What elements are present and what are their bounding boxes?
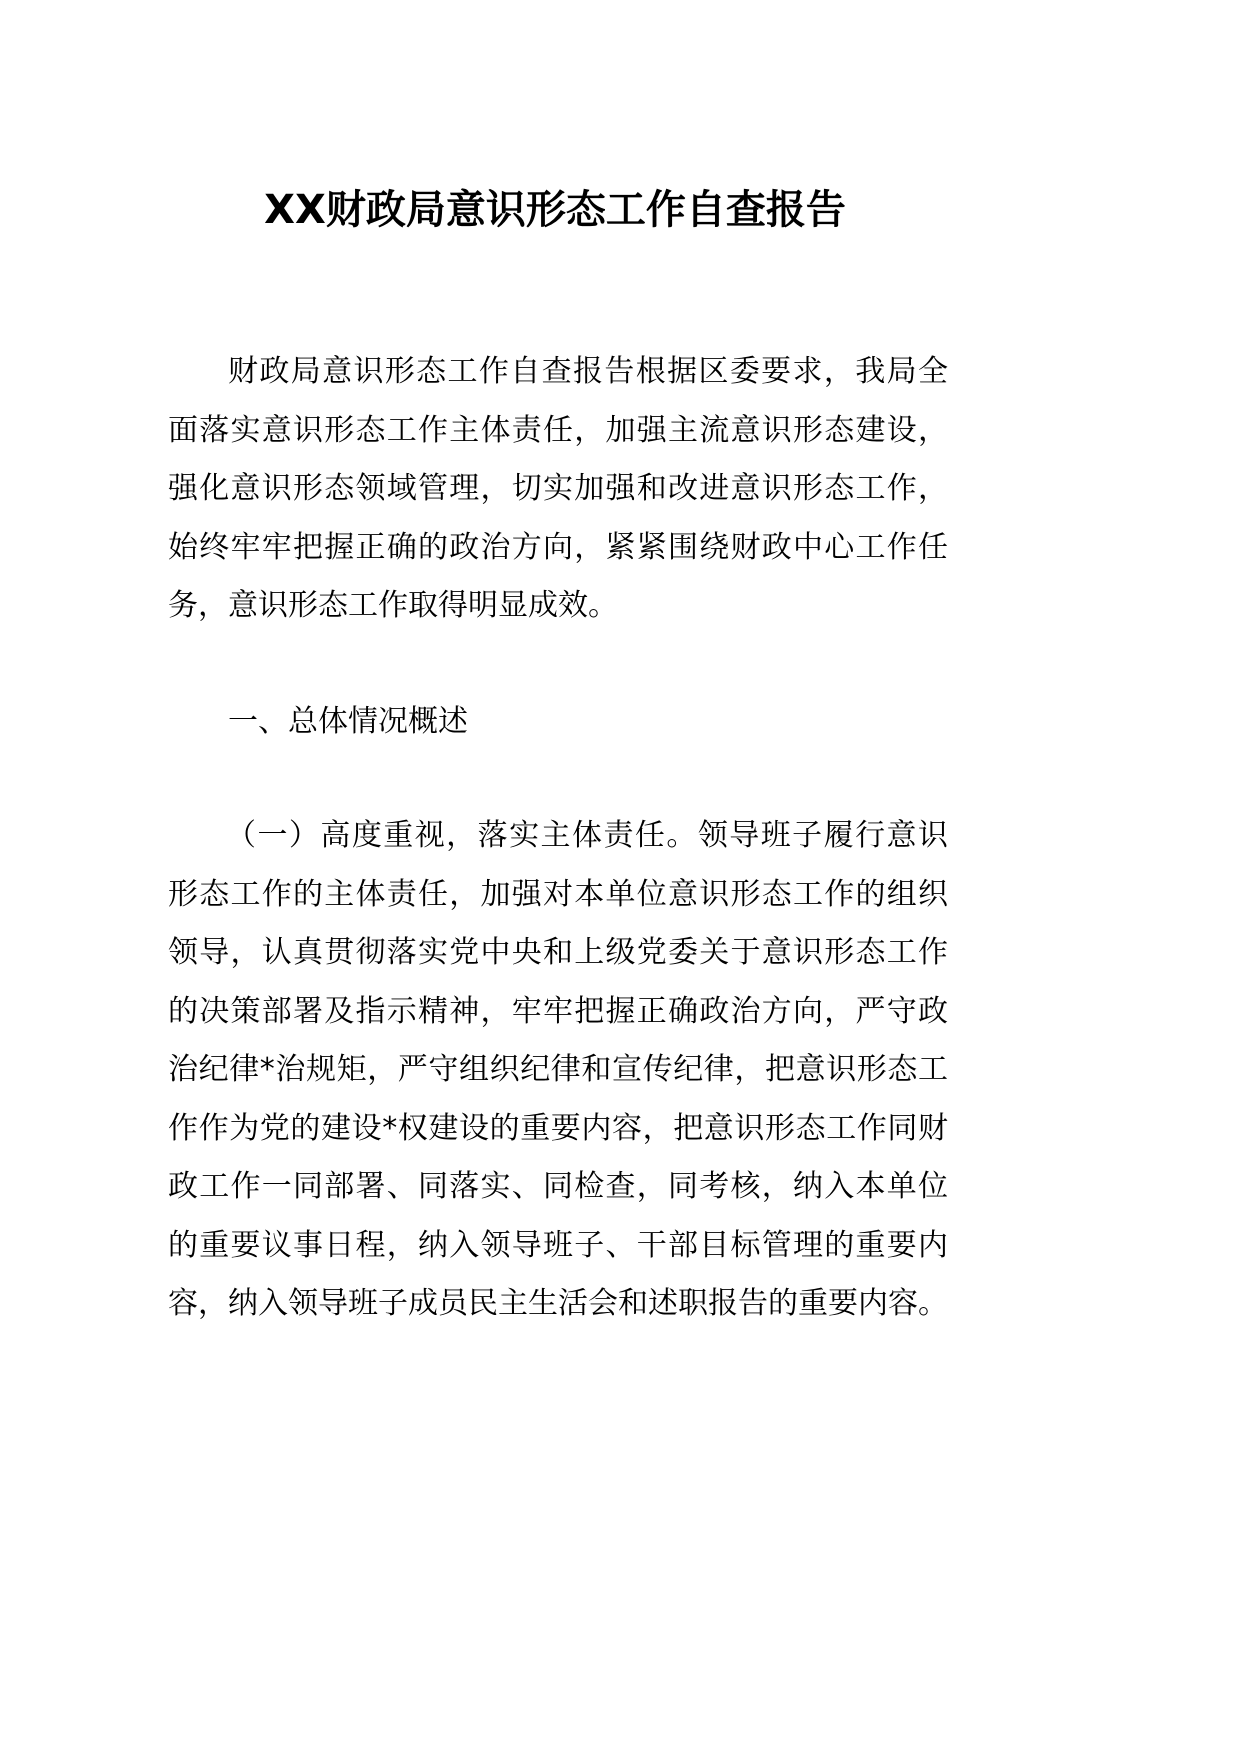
paragraph-line: 容，纳入领导班子成员民主生活会和述职报告的重要内容。 <box>168 1286 948 1321</box>
paragraph-line: 强化意识形态领域管理，切实加强和改进意识形态工作， <box>168 471 948 506</box>
section-heading: 一、总体情况概述 <box>228 704 468 739</box>
paragraph-line: 政工作一同部署、同落实、同检查，同考核，纳入本单位 <box>168 1169 948 1204</box>
paragraph-line: 形态工作的主体责任，加强对本单位意识形态工作的组织 <box>168 876 948 912</box>
paragraph-line: 面落实意识形态工作主体责任，加强主流意识形态建设， <box>168 412 948 448</box>
paragraph-line: （一）高度重视，落实主体责任。领导班子履行意识 <box>226 818 948 853</box>
paragraph-line: 的决策部署及指示精神，牢牢把握正确政治方向，严守政 <box>168 993 948 1029</box>
paragraph-line: 始终牢牢把握正确的政治方向，紧紧围绕财政中心工作任 <box>168 529 948 565</box>
paragraph-line: 务，意识形态工作取得明显成效。 <box>168 588 618 623</box>
paragraph-line: 治纪律*治规矩，严守组织纪律和宣传纪律，把意识形态工 <box>168 1052 948 1087</box>
intro-paragraph <box>168 343 948 636</box>
paragraph-line: 财政局意识形态工作自查报告根据区委要求，我局全 <box>228 354 948 389</box>
subsection-paragraph <box>168 807 948 1334</box>
paragraph-line: 领导，认真贯彻落实党中央和上级党委关于意识形态工作 <box>168 935 948 970</box>
paragraph-line: 的重要议事日程，纳入领导班子、干部目标管理的重要内 <box>168 1227 948 1263</box>
paragraph-line: 作作为党的建设*权建设的重要内容，把意识形态工作同财 <box>168 1110 948 1146</box>
document-title: XX财政局意识形态工作自查报告 <box>264 187 846 233</box>
